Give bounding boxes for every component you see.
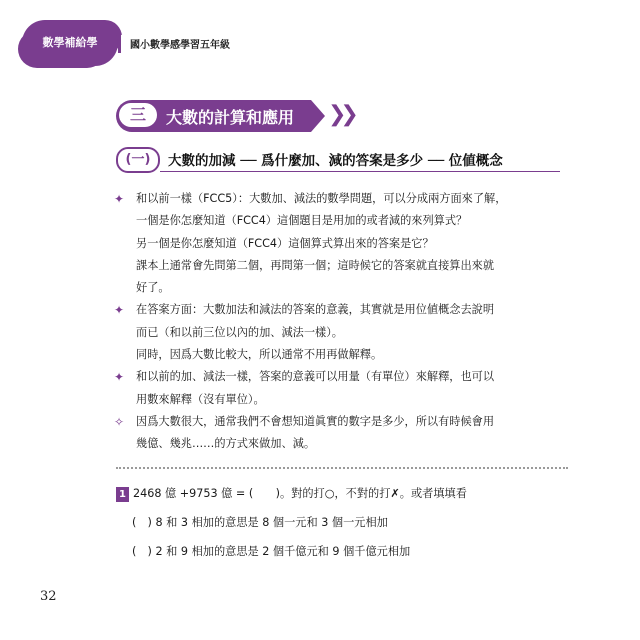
subsection-heading: [116, 147, 558, 171]
exercise-question-text: 2468 億 +9753 億 = ( )。對的打○，不對的打✗。或者填填看: [133, 487, 467, 500]
book-title: 國小數學感學習五年級: [130, 40, 230, 51]
bullet-group-4: [112, 411, 572, 456]
line-text: 因爲大數很大，通常我們不會想知道眞實的數字是多少，所以有時候會用: [136, 414, 495, 428]
bullet-group-2: [112, 299, 572, 366]
text-line: [112, 322, 572, 344]
text-line: [112, 344, 572, 366]
chevron-right-icon: ❯❯: [328, 102, 353, 127]
line-text: 同時，因爲大數比較大，所以通常不用再做解釋。: [136, 348, 383, 362]
star-icon: ✦: [114, 192, 125, 206]
line-text: 一個是你怎麼知道（FCC4）這個題目是用加的或者減的來列算式？: [136, 214, 468, 228]
dotted-divider: [116, 467, 568, 469]
line-text: 另一個是你怎麼知道（FCC4）這個算式算出來的答案是它？: [136, 236, 434, 250]
bullet-group-1: [112, 188, 572, 299]
logo-text: 數學補給學: [42, 36, 98, 49]
body-text: [112, 188, 572, 456]
line-text: 用數來解釋（沒有單位）。: [136, 392, 265, 406]
exercise-question: [116, 484, 576, 504]
star-icon: ✦: [114, 370, 125, 385]
text-line: [112, 389, 572, 411]
text-line: [112, 366, 572, 388]
line-text: 課本上通常會先問第二個，再問第一個；這時候它的答案就直接算出來就: [136, 258, 495, 272]
line-text: 幾億、幾兆……的方式來做加、減。: [136, 437, 316, 451]
line-text: 在答案方面：大數加法和減法的答案的意義，其實就是用位値概念去說明: [136, 303, 495, 317]
star-icon: ✦: [114, 303, 125, 318]
text-line: [112, 299, 572, 321]
text-line: [112, 188, 572, 210]
line-text: 和以前一樣（FCC5）：大數加、減法的數學問題，可以分成兩方面來了解，: [136, 192, 507, 205]
text-line: [112, 411, 572, 433]
hollow-star-icon: ✧: [114, 414, 125, 429]
header-logo: [22, 20, 232, 68]
text-line: [112, 277, 572, 299]
text-line: [112, 210, 572, 232]
text-line: [112, 255, 572, 277]
exercise-block: [116, 484, 576, 562]
line-text: 和以前的加、減法一樣，答案的意義可以用量（有單位）來解釋，也可以: [136, 370, 495, 384]
section-number: 三: [119, 103, 157, 127]
subsection-title: 大數的加減 ── 爲什麼加、減的答案是多少 ── 位値概念: [168, 153, 503, 169]
section-title: 大數的計算和應用: [166, 108, 295, 127]
subsection-number: (一): [116, 147, 160, 173]
exercise-number: 1: [116, 487, 129, 502]
text-line: [112, 233, 572, 255]
bullet-group-3: [112, 366, 572, 411]
exercise-item: ( ) 8 和 3 相加的意思是 8 個一元和 3 個一元相加: [132, 516, 388, 529]
line-text: 好了。: [136, 281, 170, 295]
exercise-item: ( ) 2 和 9 相加的意思是 2 個千億元和 9 個千億元相加: [132, 545, 411, 558]
line-text: 而已（和以前三位以內的加、減法一樣）。: [136, 325, 343, 339]
page-number: 32: [40, 589, 57, 604]
text-line: [112, 433, 572, 455]
subsection-underline: [160, 171, 560, 172]
